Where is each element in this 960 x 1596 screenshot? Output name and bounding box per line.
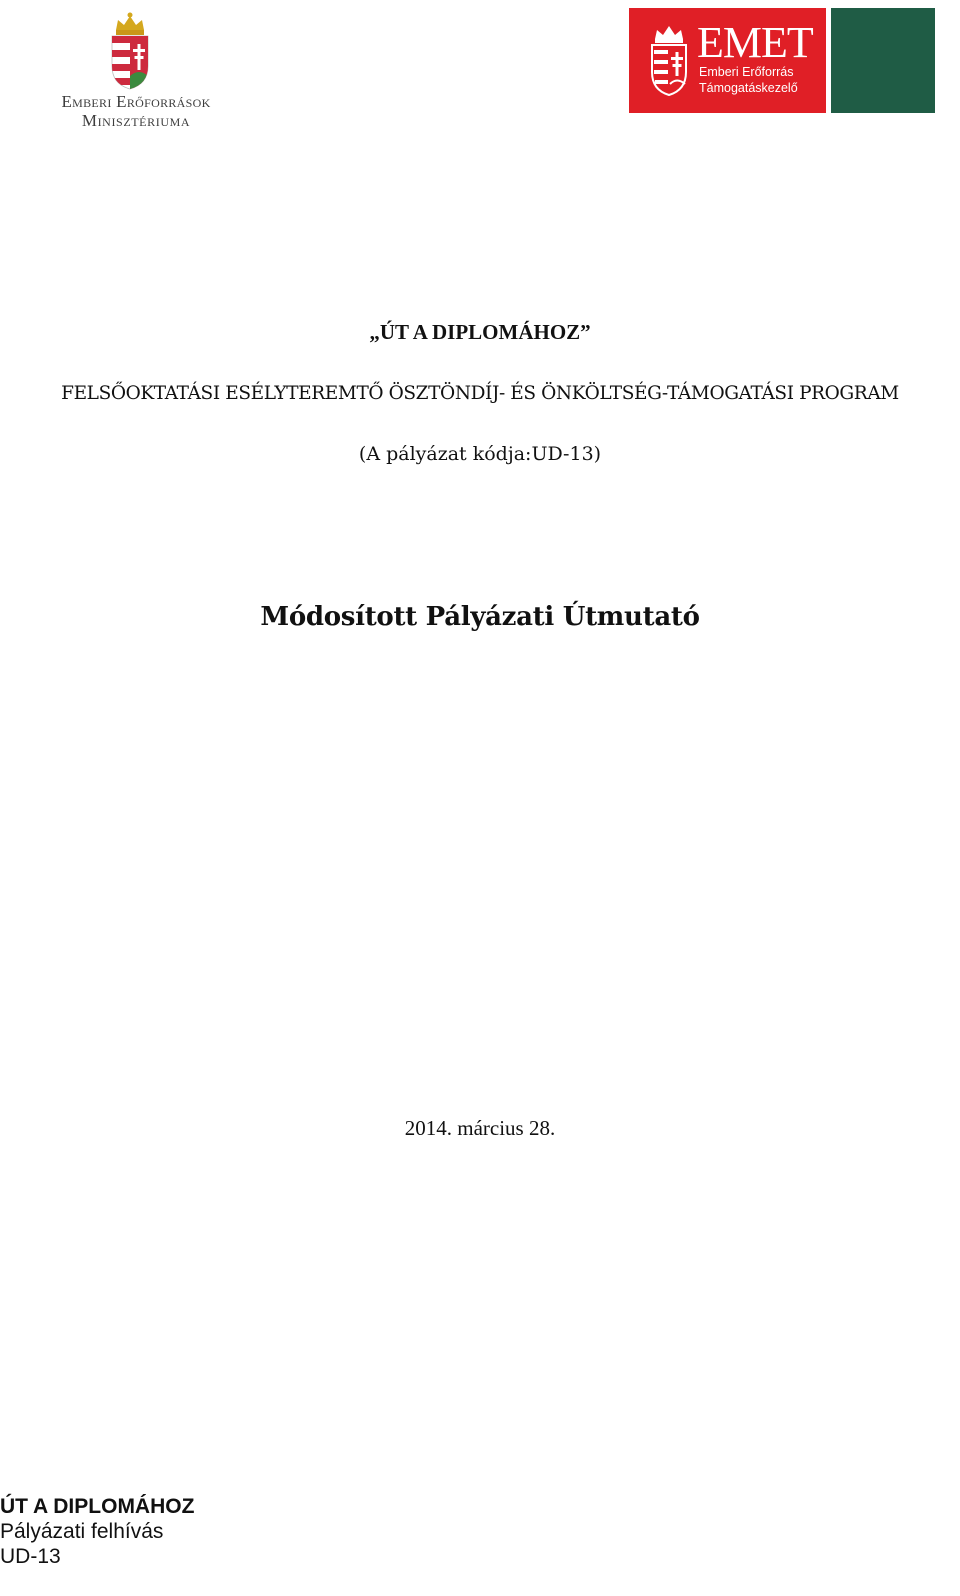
emet-logo-subtitle bbox=[699, 64, 798, 96]
main-title: „ÚT A DIPLOMÁHOZ” bbox=[369, 320, 591, 344]
emet-logo bbox=[629, 8, 935, 113]
ministry-name-line2: Minisztériuma bbox=[81, 111, 191, 130]
footer-line-1: Pályázati felhívás bbox=[0, 1520, 164, 1543]
hungarian-coat-of-arms-icon bbox=[649, 22, 689, 96]
footer-line-2: UD-13 bbox=[0, 1545, 61, 1568]
ministry-name-line1: Emberi Erőforrások bbox=[61, 92, 211, 111]
document-title: Módosított Pályázati Útmutató bbox=[260, 602, 700, 632]
application-code: (A pályázat kódja:UD-13) bbox=[358, 443, 602, 465]
emet-logo-green-panel bbox=[831, 8, 935, 113]
emet-logo-red-panel bbox=[629, 8, 826, 113]
page-footer bbox=[0, 1494, 400, 1569]
footer-title: ÚT A DIPLOMÁHOZ bbox=[0, 1495, 195, 1518]
hungarian-coat-of-arms-icon bbox=[108, 10, 152, 90]
ministry-logo bbox=[48, 10, 224, 132]
document-date: 2014. március 28. bbox=[404, 1116, 556, 1140]
emet-logo-title: EMET bbox=[697, 18, 813, 67]
program-name: FELSŐOKTATÁSI ESÉLYTEREMTŐ ÖSZTÖNDÍJ- ÉS ÖNKÖLTSÉG-TÁMOGATÁSI PROGRAM bbox=[61, 383, 899, 404]
emet-logo-subtitle-line2: Támogatáskezelő bbox=[699, 81, 798, 95]
emet-logo-subtitle-line1: Emberi Erőforrás bbox=[699, 65, 794, 79]
